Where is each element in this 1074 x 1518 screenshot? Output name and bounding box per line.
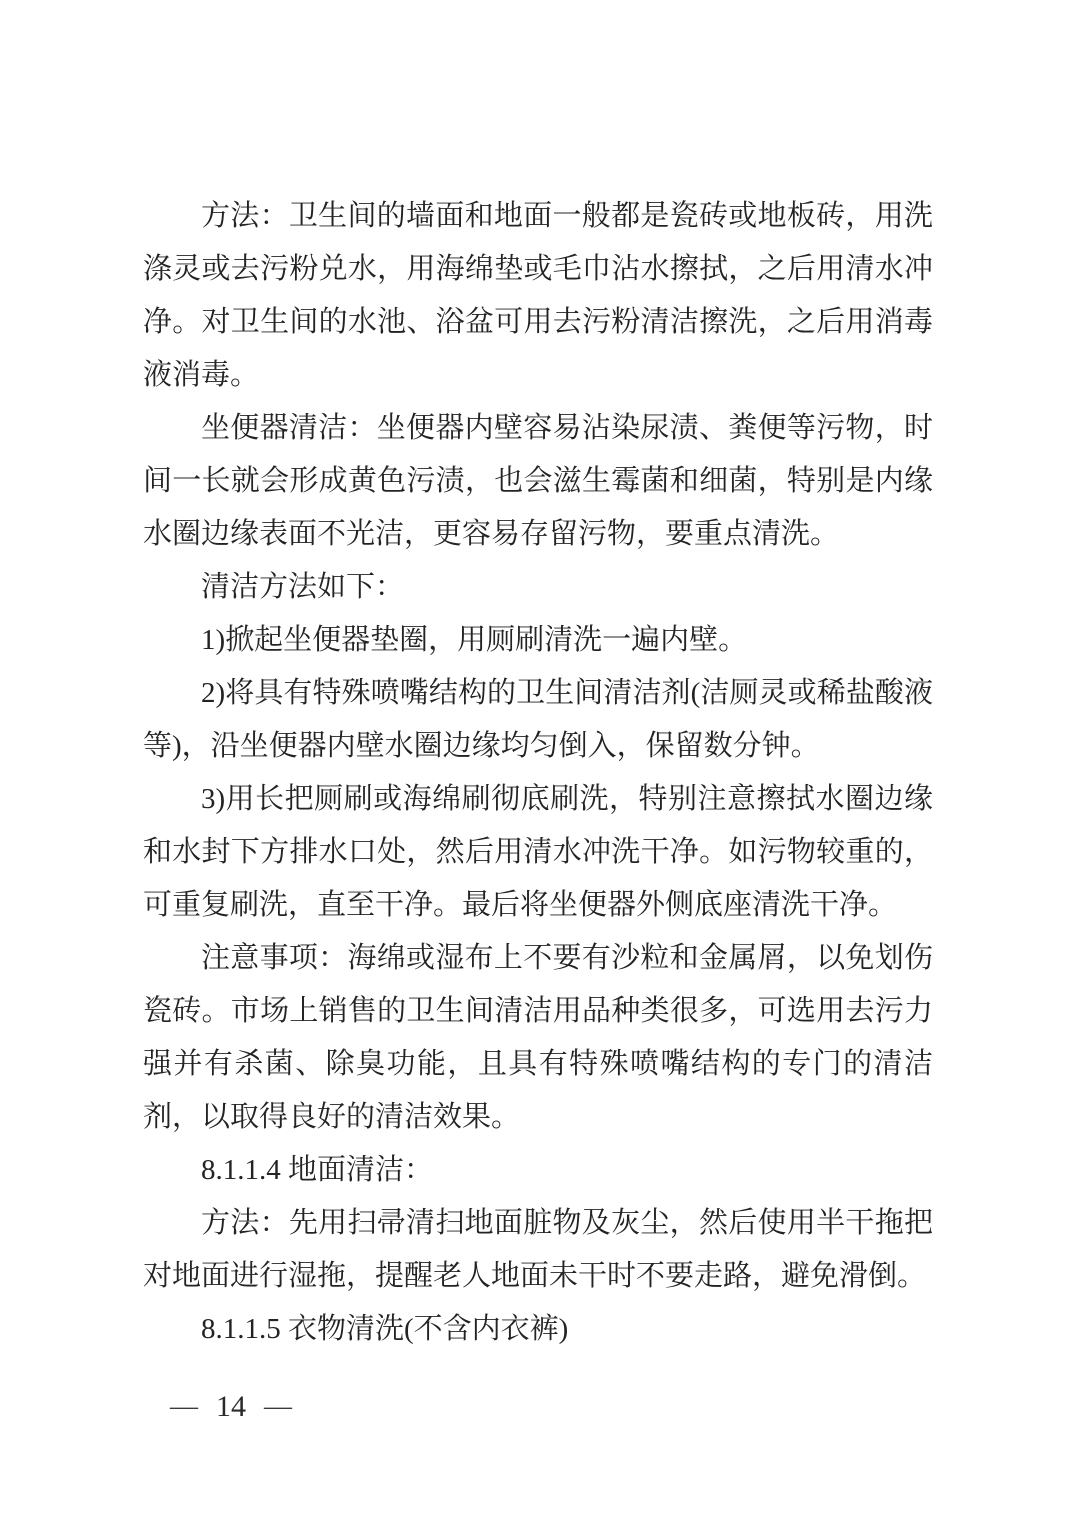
heading-8115-clothes-washing: 8.1.1.5 衣物清洗(不含内衣裤) [201,1313,569,1345]
page-body-text [143,190,933,1356]
paragraph-method-bathroom: 方法：卫生间的墙面和地面一般都是瓷砖或地板砖，用洗涤灵或去污粉兑水，用海绵垫或毛巾沾水擦拭，之后用清水冲净。对卫生间的水池、浴盆可用去污粉清洁擦洗，之后用消毒液消毒。 [143,200,933,391]
paragraph-step-1: 1)掀起坐便器垫圈，用厕刷清洗一遍内壁。 [201,624,748,656]
paragraph-step-3: 3)用长把厕刷或海绵刷彻底刷洗，特别注意擦拭水圈边缘和水封下方排水口处，然后用清水冲洗干净。如污物较重的，可重复刷洗，直至干净。最后将坐便器外侧底座清洗干净。 [143,783,933,921]
paragraph-toilet-cleaning-intro: 坐便器清洁：坐便器内壁容易沾染尿渍、粪便等污物，时间一长就会形成黄色污渍，也会滋生霉菌和细菌，特别是内缘水圈边缘表面不光洁，更容易存留污物，要重点清洗。 [143,412,933,550]
paragraph-step-2: 2)将具有特殊喷嘴结构的卫生间清洁剂(洁厕灵或稀盐酸液等)，沿坐便器内壁水圈边缘均匀倒入，保留数分钟。 [143,677,933,762]
paragraph-precautions: 注意事项：海绵或湿布上不要有沙粒和金属屑，以免划伤瓷砖。市场上销售的卫生间清洁用品种类很多，可选用去污力强并有杀菌、除臭功能，且具有特殊喷嘴结构的专门的清洁剂，以取得良好的清洁效果。 [143,942,933,1133]
footer-left-dash: — [170,1391,198,1422]
page-footer [170,1390,292,1424]
paragraph-cleaning-method-label: 清洁方法如下： [201,571,405,603]
heading-8114-floor-cleaning: 8.1.1.4 地面清洁： [201,1154,434,1186]
footer-right-dash: — [264,1391,292,1422]
page-number: 14 [216,1390,246,1423]
paragraph-method-floor: 方法：先用扫帚清扫地面脏物及灰尘，然后使用半干拖把对地面进行湿拖，提醒老人地面未干时不要走路，避免滑倒。 [143,1207,933,1292]
